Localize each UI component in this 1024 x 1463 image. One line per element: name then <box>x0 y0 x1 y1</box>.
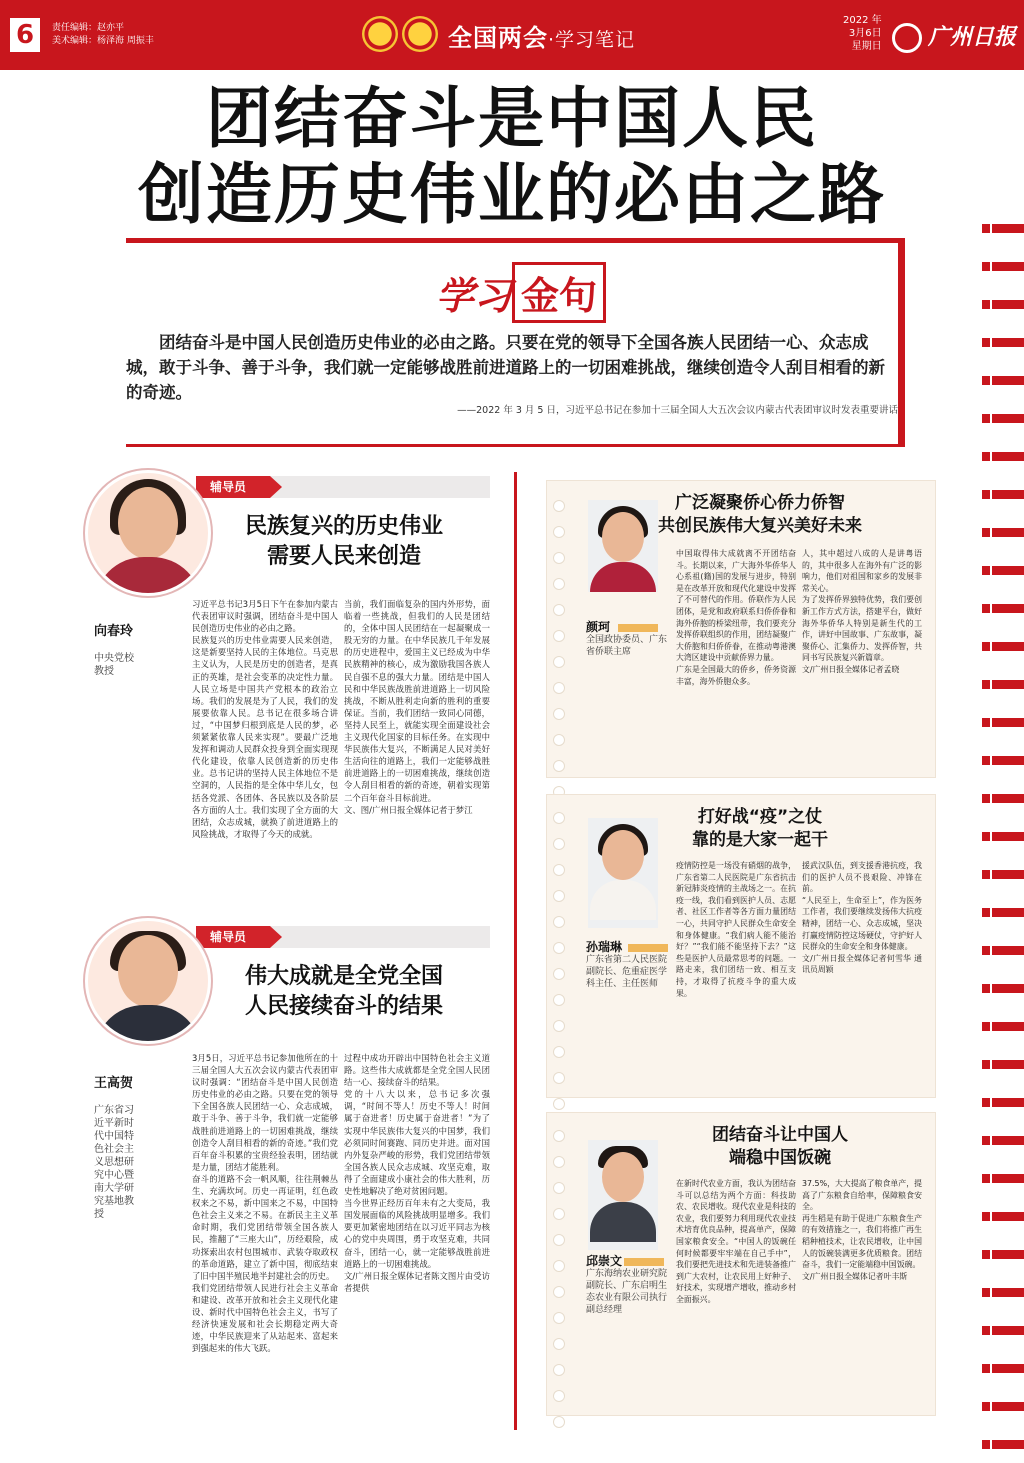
article-2-tag: 辅导员 <box>196 926 270 948</box>
card-2-title-line-1: 打好战“疫”之仗 <box>697 807 823 827</box>
card-1-column-1: 中国取得伟大成就离不开团结奋斗。长期以来，广大海外华侨华人心系祖(籍)国的发展与进步，特别是在改革开放和现代化建设中发挥了不可替代的作用。侨联作为人民团体，是党和政府联系归侨侨眷和海外侨胞的桥梁纽带，我们要充分发挥侨联组织的作用，团结凝聚广大侨胞和归侨侨眷，在推动粤港澳大湾区建设中贡献侨界力量。 广东是全国最大的侨乡，侨务资源丰富，海外侨胞众多。 <box>676 549 796 686</box>
card-3-title-line-2: 端稳中国饭碗 <box>729 1148 831 1168</box>
card-3-role: 广东海纳农业研究院副院长、广东启明生态农业有限公司执行副总经理 <box>586 1269 668 1315</box>
card-2-holes <box>553 812 565 1124</box>
headline-line-2: 创造历史伟业的必由之路 <box>138 155 886 233</box>
author-avatar-2 <box>85 918 211 1044</box>
quote-label-a: 学习 <box>436 273 513 318</box>
article-2-title-line-1: 伟大成就是全党全国 <box>244 964 443 989</box>
card-3-photo <box>588 1140 658 1250</box>
card-2-title-line-2: 靠的是大家一起干 <box>692 830 828 850</box>
quote-text: 团结奋斗是中国人民创造历史伟业的必由之路。只要在党的领导下全国各族人民团结一心、众志成城，敢于斗争、善于斗争，我们就一定能够战胜前进道路上的一切困难挑战，继续创造令人刮目相看的新的奇迹。 <box>126 333 885 402</box>
card-3-title <box>650 1124 910 1170</box>
headline-line-1: 团结奋斗是中国人民 <box>206 79 818 157</box>
card-1-holes <box>553 500 565 812</box>
quote-source: ——2022 年 3 月 5 日，习近平总书记在参加十三届全国人大五次会议内蒙古代表团审议时发表重要讲话 <box>457 405 898 416</box>
card-2-name: 孙瑞琳 <box>586 940 623 954</box>
logo-ring-icon <box>892 23 922 53</box>
date-year: 2022 年 <box>843 15 882 26</box>
article-1-column-1: 习近平总书记3月5日下午在参加内蒙古代表团审议时强调，团结奋斗是中国人民创造历史伟业的必由之路。 民族复兴的历史伟业需要人民来创造，这是新要坚持人民的主体地位。马克思主义认为，人民是历史的创造者，是真正的英雄，是社会变革的决定性力量。人民立场是中国共产党根本的政治立场。我们的发展是为了人民，我们的发展要依靠人民。总书记在很多场合讲过，“中国梦归根到底是人民的梦，必须紧紧依靠人民来实现”。要最广泛地发挥和调动人民群众投身到全面实现现代化建设，依靠人民创造新的历史伟业。总书记讲的坚持人民主体地位不是空洞的，人民指的是全体中华儿女，包括各党派、各团体、各民族以及各阶层各方面的人士。我们实现了全方面的大团结，众志成城，就换了前进道路上的风险挑战，才取得了今天的成就。 <box>192 599 338 839</box>
emblems <box>362 16 442 56</box>
logo-text: 广州日报 <box>928 24 1017 50</box>
article-1-title-line-2: 需要人民来创造 <box>266 544 421 569</box>
card-2-column-2: 援武汉队伍，到支援香港抗疫，我们的医护人员不畏艰险、冲锋在前。 “人民至上，生命至上”，作为医务工作者，我们要继续发扬伟大抗疫精神，团结一心、众志成城，坚决打赢疫情防控这场硬仗，守护好人民群众的生命安全和身体健康。 文/广州日报全媒体记者何雪华 通讯员周颖 <box>802 861 922 975</box>
article-2-column-1: 3月5日，习近平总书记参加他所在的十三届全国人大五次会议内蒙古代表团审议时强调：“团结奋斗是中国人民创造历史伟业的必由之路。只要在党的领导下全国各族人民团结一心、众志成城，敢于斗争、善于斗争，我们就一定能够战胜前进道路上的一切困难挑战，继续创造令人刮目相看的新的奇迹。”我们党百年奋斗积累的宝贵经验表明，团结就是力量，团结才能胜利。 奋斗的道路不会一帆风顺，往往荆棘丛生、充满坎坷。历史一再证明，红色政权来之不易，新中国来之不易，中国特色社会主义来之不易。在新民主主义革命时期，我们党团结带领全国各族人民，推翻了“三座大山”，历经艰险，成功探索出农村包围城市、武装夺取政权的革命道路，建立了新中国，彻底结束了旧中国半殖民地半封建社会的历史。 我们党团结带领人民进行社会主义革命和建设、改革开放和社会主义现代化建设、新时代中国特色社会主义，书写了经济快速发展和社会长期稳定两大奇迹，中华民族迎来了从站起来、富起来到强起来的伟大飞跃。 <box>192 1053 338 1354</box>
article-2-title <box>214 962 474 1022</box>
card-3-title-line-1: 团结奋斗让中国人 <box>712 1125 848 1145</box>
article-1-column-2: 当前，我们面临复杂的国内外形势，面临着一些挑战，但我们的人民是团结的，全体中国人民团结在一起凝聚成一股无穷的力量。在中华民族几千年发展的历史进程中，爱国主义已经成为中华民族精神的核心，成为激励我国各族人民自强不息的强大力量。团结是中国人民和中华民族战胜前进道路上一切风险挑战，不断从胜利走向新的胜利的重要保证。当前，我们团结一致同心同德，坚持人民至上，就能实现全面建设社会主义现代化国家的目标任务。在实现中华民族伟大复兴，不断满足人民对美好生活向往的道路上，我们一定能够战胜前进道路上的一切困难挑战，继续创造令人刮目相看的新的奇迹，朝着实现第二个百年奋斗目标前进。 文、图/广州日报全媒体记者于梦江 <box>344 599 490 815</box>
card-3-column-2: 37.5%，大大提高了粮食单产，提高了广东粮食自给率，保障粮食安全。 再生稻是有助于促进广东粮食生产的有效措施之一，我们将推广再生稻种植技术，让农民增收，让中国人的饭碗装满更多优质粮食。团结奋斗，我们一定能端稳中国饭碗。 文/广州日报全媒体记者叶丰斯 <box>802 1179 922 1281</box>
card-2-photo <box>588 818 658 928</box>
card-2-role: 广东省第二人民医院副院长、危重症医学科主任、主任医师 <box>586 955 668 989</box>
author-avatar-1 <box>85 470 211 596</box>
card-1-name-bar <box>618 624 658 632</box>
quote-label <box>436 262 606 323</box>
author-name-2: 王高贺 <box>94 1076 134 1091</box>
cppcc-emblem-icon <box>402 16 438 52</box>
article-2-title-line-2: 人民接续奋斗的结果 <box>244 994 443 1019</box>
card-3-name-bar <box>624 1258 664 1266</box>
card-1-column-2: 人，其中超过八成的人是讲粤语的，其中很多人在海外有广泛的影响力，他们对祖国和家乡的发展非常关心。 为了发挥侨界独特优势，我们要创新工作方式方法，搭建平台，做好海外华侨华人特别是新生代的工作，讲好中国故事、广东故事，凝聚侨心、汇集侨力、发挥侨智，共同书写民族复兴新篇章。 文/广州日报全媒体记者孟晓 <box>802 549 922 674</box>
national-emblem-icon <box>362 16 398 52</box>
date-day: 3月6日 <box>848 28 882 39</box>
issue-date <box>843 14 882 53</box>
article-1-title-line-1: 民族复兴的历史伟业 <box>244 514 443 539</box>
card-2-name-bar <box>628 944 668 952</box>
article-1-title <box>214 512 474 572</box>
main-headline <box>70 80 954 232</box>
page-number: 6 <box>10 18 40 52</box>
card-1-photo <box>588 500 658 592</box>
newspaper-logo <box>892 20 1016 53</box>
author-role-2: 广东省习 近平新时 代中国特 色社会主 义思想研 究中心暨 南大学研 究基地教 授 <box>94 1105 134 1220</box>
editors-line-1: 责任编辑：赵亦平 <box>52 23 125 33</box>
card-3-holes <box>553 1130 565 1442</box>
section-title-main: 全国两会 <box>448 24 548 52</box>
card-1-name: 颜珂 <box>586 620 611 634</box>
article-1-tag: 辅导员 <box>196 476 270 498</box>
section-subtitle: ·学习笔记 <box>548 29 636 51</box>
card-1-title-line-1: 广泛凝聚侨心侨力侨智 <box>675 493 845 513</box>
card-1-role: 全国政协委员、广东省侨联主席 <box>586 635 668 657</box>
card-1-title-line-2: 共创民族伟大复兴美好未来 <box>658 516 862 536</box>
card-3-name: 邱崇文 <box>586 1254 623 1268</box>
section-title <box>448 18 635 53</box>
author-name-1: 向春玲 <box>94 624 134 639</box>
quote-label-b: 金句 <box>512 262 606 323</box>
date-weekday: 星期日 <box>851 41 882 52</box>
column-divider <box>514 472 517 1430</box>
editors-line-2: 美术编辑：杨泽海 周振丰 <box>52 36 154 46</box>
card-3-column-1: 在新时代农业方面，我认为团结奋斗可以总结为两个方面：科技助农、农民增收。现代农业是科技的农业，我们要努力利用现代农业技术培育优良品种，提高单产，保障国家粮食安全。“中国人的饭碗任何时候都要牢牢端在自己手中”，我们要把先进技术和先进装备推广到广大农村，让农民用上好种子、好技术，实现增产增收，推动乡村全面振兴。 <box>676 1179 796 1304</box>
author-role-1: 中央党校 教授 <box>94 653 134 677</box>
card-2-column-1: 疫情防控是一场没有硝烟的战争，广东省第二人民医院是广东省抗击新冠肺炎疫情的主战场之一。在抗疫一线，我们看到医护人员、志愿者、社区工作者等各方面力量团结一心，共同守护人民群众生命安全和身体健康。“我们病人能不能治好？”“我们能不能坚持下去？”这些是医护人员最常思考的问题。一路走来，我们团结一致、相互支持，才取得了抗疫斗争的重大成果。 <box>676 861 796 998</box>
article-2-column-2: 过程中成功开辟出中国特色社会主义道路。这些伟大成就都是全党全国人民团结一心、接续奋斗的结果。 党的十八大以来，总书记多次强调，“时间不等人！历史不等人！时间属于奋进者！历史属于奋进者！”为了实现中华民族伟大复兴的中国梦，我们必须同时间赛跑、同历史并进。面对国内外复杂严峻的形势，我们党团结带领全国各族人民众志成城、攻坚克难，取得了全面建成小康社会的伟大胜利，历史性地解决了绝对贫困问题。 当今世界正经历百年未有之大变局，我国发展面临的风险挑战明显增多。我们要更加紧密地团结在以习近平同志为核心的党中央周围，勇于攻坚克难，共同奋斗，团结一心，就一定能够战胜前进道路上的一切困难挑战。 文/广州日报全媒体记者陈文图片由受访者提供 <box>344 1053 490 1293</box>
